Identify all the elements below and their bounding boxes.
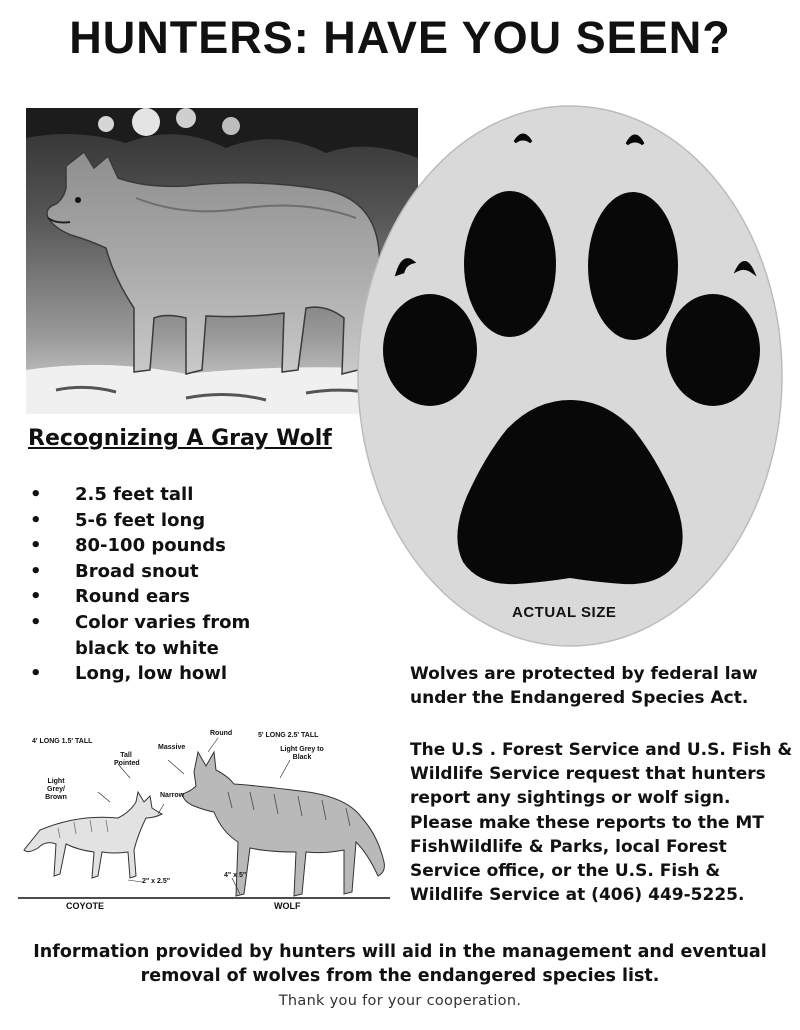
coyote-color-label: Light Grey/ Brown	[45, 778, 67, 801]
wolf-color-label: Light Grey to Black	[280, 746, 324, 761]
wolf-drawing	[182, 752, 384, 896]
wolf-features-list	[28, 482, 358, 687]
coyote-snout-label: Narrow	[160, 792, 185, 799]
coyote-wolf-comparison-diagram	[18, 722, 390, 922]
feature-color: • Color varies from black to white	[28, 610, 258, 661]
coyote-caption: COYOTE	[66, 901, 105, 911]
thank-you-note: Thank you for your cooperation.	[278, 993, 522, 1009]
management-statement: Information provided by hunters will aid in the management and eventual removal of wolves from the endangered species list.	[33, 942, 767, 986]
feature-height: • 2.5 feet tall	[28, 482, 358, 508]
report-sightings-text: The U.S . Forest Service and U.S. Fish & Wildlife Service request that hunters report any sightings or wolf sign. Please make these reports to the MT FishWildlife & Parks, local Forest Service office, or the U.S. Fish & Wildlife Service at (406) 449-5225.	[410, 740, 793, 906]
wolf-ears-label: Round	[210, 730, 233, 737]
wolf-snout-label: Massive	[158, 744, 186, 751]
feature-howl: • Long, low howl	[28, 661, 358, 687]
wolf-size-label: 5' LONG 2.5' TALL	[258, 732, 319, 739]
feature-ears: • Round ears	[28, 584, 358, 610]
protected-by-law-text: Wolves are protected by federal law under the Endangered Species Act.	[410, 664, 758, 708]
feature-length: • 5-6 feet long	[28, 508, 358, 534]
wolf-paw-print-illustration	[355, 104, 785, 650]
coyote-ears-label: Tall Pointed	[114, 752, 140, 767]
page-title: HUNTERS: HAVE YOU SEEN?	[69, 12, 731, 63]
coyote-drawing	[24, 792, 162, 878]
feature-weight: • 80-100 pounds	[28, 533, 358, 559]
wolf-track-label: 4" x 5"	[224, 872, 247, 879]
coyote-size-label: 4' LONG 1.5' TALL	[32, 738, 93, 745]
actual-size-caption: ACTUAL SIZE	[512, 604, 617, 621]
wolf-caption: WOLF	[274, 901, 301, 911]
feature-snout: • Broad snout	[28, 559, 358, 585]
coyote-track-label: 2" x 2.5"	[142, 878, 171, 885]
recognizing-wolf-heading: Recognizing A Gray Wolf	[28, 426, 332, 451]
